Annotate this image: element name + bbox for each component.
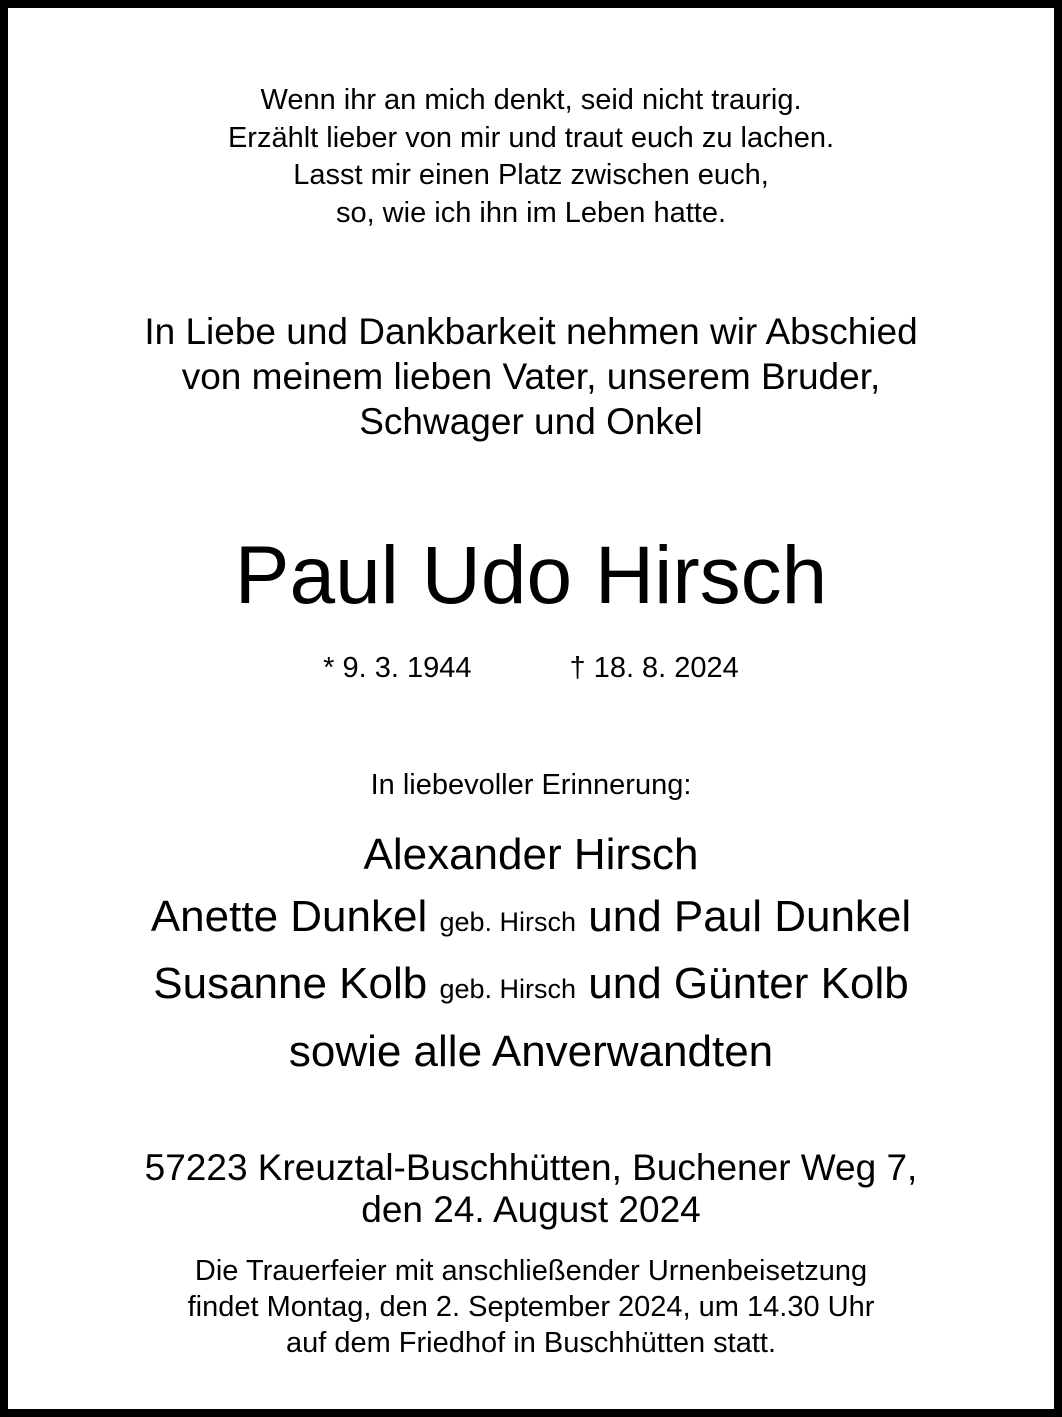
poem-line: Wenn ihr an mich denkt, seid nicht traurig.: [260, 84, 802, 116]
ceremony-info: [16, 1253, 1046, 1361]
address-line: 57223 Kreuztal-Buschhütten, Buchener Weg 7,: [144, 1147, 918, 1188]
life-dates: [16, 649, 1046, 687]
intro-line: von meinem lieben Vater, unserem Bruder,: [181, 356, 881, 397]
maiden-name: geb. Hirsch: [439, 906, 577, 937]
deceased-name: Paul Udo Hirsch: [234, 530, 828, 621]
memory-heading: In liebevoller Erinnerung:: [370, 769, 692, 801]
ceremony-line: findet Montag, den 2. September 2024, um 14.30 Uhr: [187, 1291, 875, 1323]
mourner-partner: und Günter Kolb: [588, 959, 909, 1008]
mourner-line: [16, 953, 1046, 1021]
ceremony-line: auf dem Friedhof in Buschhütten statt.: [285, 1327, 777, 1359]
poem-line: so, wie ich ihn im Leben hatte.: [335, 196, 727, 229]
address-date: den 24. August 2024: [361, 1189, 701, 1230]
maiden-name: geb. Hirsch: [439, 974, 577, 1004]
poem: [16, 82, 1046, 232]
mourner-name: Anette Dunkel: [150, 891, 428, 941]
mourner-line: [16, 886, 1046, 954]
death-date: † 18. 8. 2024: [569, 652, 739, 684]
mourner-partner: und Paul Dunkel: [588, 891, 912, 941]
mourner-line: sowie alle Anverwandten: [288, 1026, 774, 1076]
mourner-name: Susanne Kolb: [153, 959, 428, 1008]
poem-line: Erzählt lieber von mir und traut euch zu lachen.: [227, 121, 835, 154]
intro-line: Schwager und Onkel: [359, 401, 703, 442]
mourner-line: Alexander Hirsch: [363, 830, 699, 879]
poem-line: Lasst mir einen Platz zwischen euch,: [293, 159, 769, 191]
mourners-list: [16, 824, 1046, 1082]
birth-date: * 9. 3. 1944: [323, 652, 472, 684]
address: [16, 1147, 1046, 1231]
intro-line: In Liebe und Dankbarkeit nehmen wir Abschied: [144, 311, 918, 352]
ceremony-line: Die Trauerfeier mit anschließender Urnenbeisetzung: [194, 1255, 868, 1287]
farewell-intro: [16, 309, 1046, 444]
